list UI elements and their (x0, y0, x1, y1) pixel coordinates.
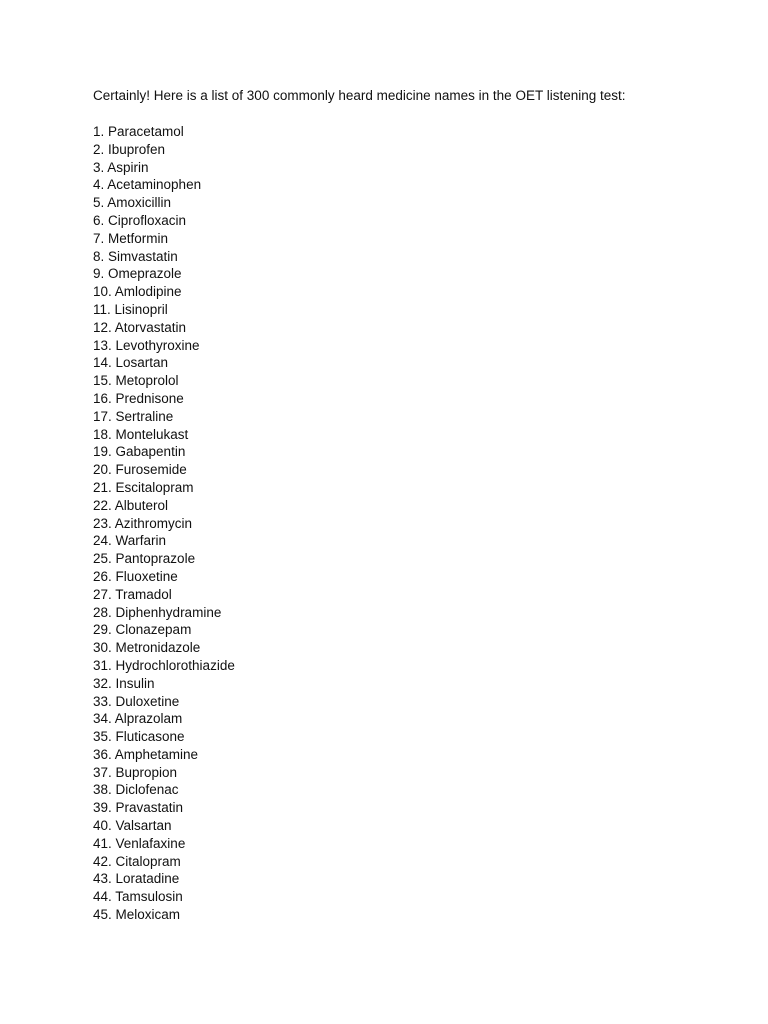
list-item: 27. Tramadol (93, 586, 172, 602)
list-item: 8. Simvastatin (93, 248, 178, 264)
list-item: 2. Ibuprofen (93, 141, 166, 157)
list-item: 11. Lisinopril (93, 301, 168, 317)
list-item: 44. Tamsulosin (93, 889, 183, 905)
list-item: 26. Fluoxetine (93, 568, 178, 584)
list-item: 36. Amphetamine (93, 746, 199, 762)
list-item: 32. Insulin (93, 675, 155, 691)
list-item: 5. Amoxicillin (93, 195, 172, 211)
list-item: 30. Metronidazole (93, 640, 201, 656)
list-item: 20. Furosemide (93, 462, 187, 478)
list-item: 28. Diphenhydramine (93, 604, 222, 620)
list-item: 45. Meloxicam (93, 907, 181, 923)
list-item: 3. Aspirin (93, 159, 149, 175)
list-item: 19. Gabapentin (93, 444, 186, 460)
list-item: 41. Venlafaxine (93, 835, 186, 851)
list-item: 33. Duloxetine (93, 693, 180, 709)
list-item: 29. Clonazepam (93, 622, 192, 638)
list-item: 6. Ciprofloxacin (93, 212, 187, 228)
list-item: 43. Loratadine (93, 871, 180, 887)
list-item: 39. Pravastatin (93, 800, 184, 816)
list-item: 40. Valsartan (93, 818, 172, 834)
list-item: 42. Citalopram (93, 853, 181, 869)
list-item: 12. Atorvastatin (93, 319, 187, 335)
list-item: 9. Omeprazole (93, 266, 182, 282)
list-item: 1. Paracetamol (93, 124, 184, 139)
list-item: 25. Pantoprazole (93, 551, 196, 567)
list-item: 35. Fluticasone (93, 729, 185, 745)
list-item: 18. Montelukast (93, 426, 189, 442)
medicine-list (93, 123, 235, 924)
list-item: 4. Acetaminophen (93, 177, 202, 193)
list-item: 24. Warfarin (93, 533, 167, 549)
intro-text: Certainly! Here is a list of 300 commonly heard medicine names in the OET listening test: (93, 88, 626, 103)
list-item: 15. Metoprolol (93, 373, 179, 389)
list-item: 38. Diclofenac (93, 782, 179, 798)
list-item: 22. Albuterol (93, 497, 169, 513)
list-item: 37. Bupropion (93, 764, 178, 780)
list-item: 13. Levothyroxine (93, 337, 200, 353)
list-item: 31. Hydrochlorothiazide (93, 657, 235, 673)
list-item: 16. Prednisone (93, 390, 184, 406)
list-item: 21. Escitalopram (93, 479, 194, 495)
list-item: 10. Amlodipine (93, 284, 182, 300)
list-item: 14. Losartan (93, 355, 169, 371)
list-item: 7. Metformin (93, 230, 169, 246)
list-item: 17. Sertraline (93, 408, 174, 424)
list-item: 23. Azithromycin (93, 515, 193, 531)
list-item: 34. Alprazolam (93, 711, 183, 727)
